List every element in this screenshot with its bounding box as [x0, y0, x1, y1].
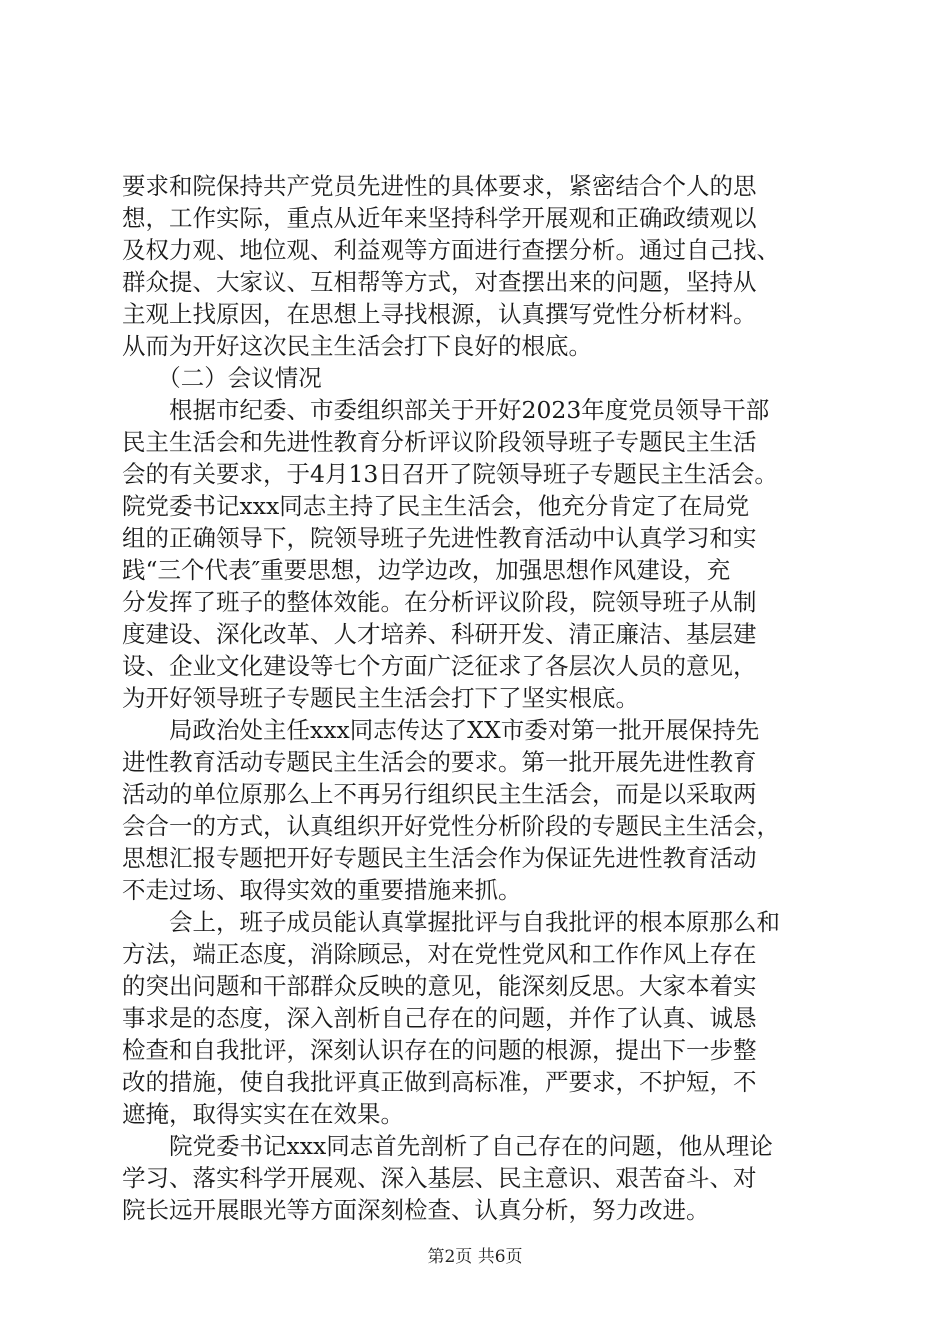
text-line: 事求是的态度，深入剖析自己存在的问题，并作了认真、诚恳 [122, 1004, 757, 1032]
text-line: 主观上找原因，在思想上寻找根源，认真撰写党性分析材料。 [122, 300, 757, 328]
text-line: 设、企业文化建设等七个方面广泛征求了各层次人员的意见， [122, 652, 757, 680]
text-line: 遮掩，取得实实在在效果。 [122, 1100, 404, 1128]
text-line: 活动的单位原那么上不再另行组织民主生活会，而是以采取两 [122, 780, 757, 808]
page-number: 第2页 共6页 [427, 1247, 523, 1267]
text-line: 局政治处主任xxx同志传达了XX市委对第一批开展保持先 [122, 716, 760, 744]
text-line: 群众提、大家议、互相帮等方式，对查摆出来的问题，坚持从 [122, 268, 757, 296]
section-heading: （二）会议情况 [122, 364, 322, 392]
page-footer [0, 1242, 950, 1267]
text-line: 为开好领导班子专题民主生活会打下了坚实根底。 [122, 684, 639, 712]
text-line: 思想汇报专题把开好专题民主生活会作为保证先进性教育活动 [122, 844, 757, 872]
text-line: 学习、落实科学开展观、深入基层、民主意识、艰苦奋斗、对 [122, 1164, 757, 1192]
text-line: 根据市纪委、市委组织部关于开好2023年度党员领导干部 [122, 396, 770, 424]
document-body [122, 170, 837, 1226]
text-line: 的突出问题和干部群众反映的意见，能深刻反思。大家本着实 [122, 972, 757, 1000]
text-line: 想，工作实际，重点从近年来坚持科学开展观和正确政绩观以 [122, 204, 757, 232]
text-line: 方法，端正态度，消除顾忌，对在党性党风和工作作风上存在 [122, 940, 757, 968]
text-line: 从而为开好这次民主生活会打下良好的根底。 [122, 332, 592, 360]
text-line: 要求和院保持共产党员先进性的具体要求，紧密结合个人的思 [122, 172, 757, 200]
text-line: 践“三个代表″重要思想，边学边改，加强思想作风建设，充 [122, 556, 731, 584]
text-line: 院党委书记xxx同志首先剖析了自己存在的问题，他从理论 [122, 1132, 773, 1160]
text-line: 会合一的方式，认真组织开好党性分析阶段的专题民主生活会， [122, 812, 780, 840]
text-line: 及权力观、地位观、利益观等方面进行查摆分析。通过自己找、 [122, 236, 780, 264]
text-line: 组的正确领导下，院领导班子先进性教育活动中认真学习和实 [122, 524, 757, 552]
text-line: 分发挥了班子的整体效能。在分析评议阶段，院领导班子从制 [122, 588, 757, 616]
text-line: 度建设、深化改革、人才培养、科研开发、清正廉洁、基层建 [122, 620, 757, 648]
text-line: 检查和自我批评，深刻认识存在的问题的根源，提出下一步整 [122, 1036, 757, 1064]
text-line: 进性教育活动专题民主生活会的要求。第一批开展先进性教育 [122, 748, 757, 776]
text-line: 会上，班子成员能认真掌握批评与自我批评的根本原那么和 [122, 908, 780, 936]
text-line: 院长远开展眼光等方面深刻检查、认真分析，努力改进。 [122, 1196, 710, 1224]
text-line: 改的措施，使自我批评真正做到高标准，严要求，不护短，不 [122, 1068, 757, 1096]
text-line: 会的有关要求，于4月13日召开了院领导班子专题民主生活会。 [122, 460, 778, 488]
text-line: 不走过场、取得实效的重要措施来抓。 [122, 876, 522, 904]
text-line: 民主生活会和先进性教育分析评议阶段领导班子专题民主生活 [122, 428, 757, 456]
text-line: 院党委书记xxx同志主持了民主生活会，他充分肯定了在局党 [122, 492, 750, 520]
